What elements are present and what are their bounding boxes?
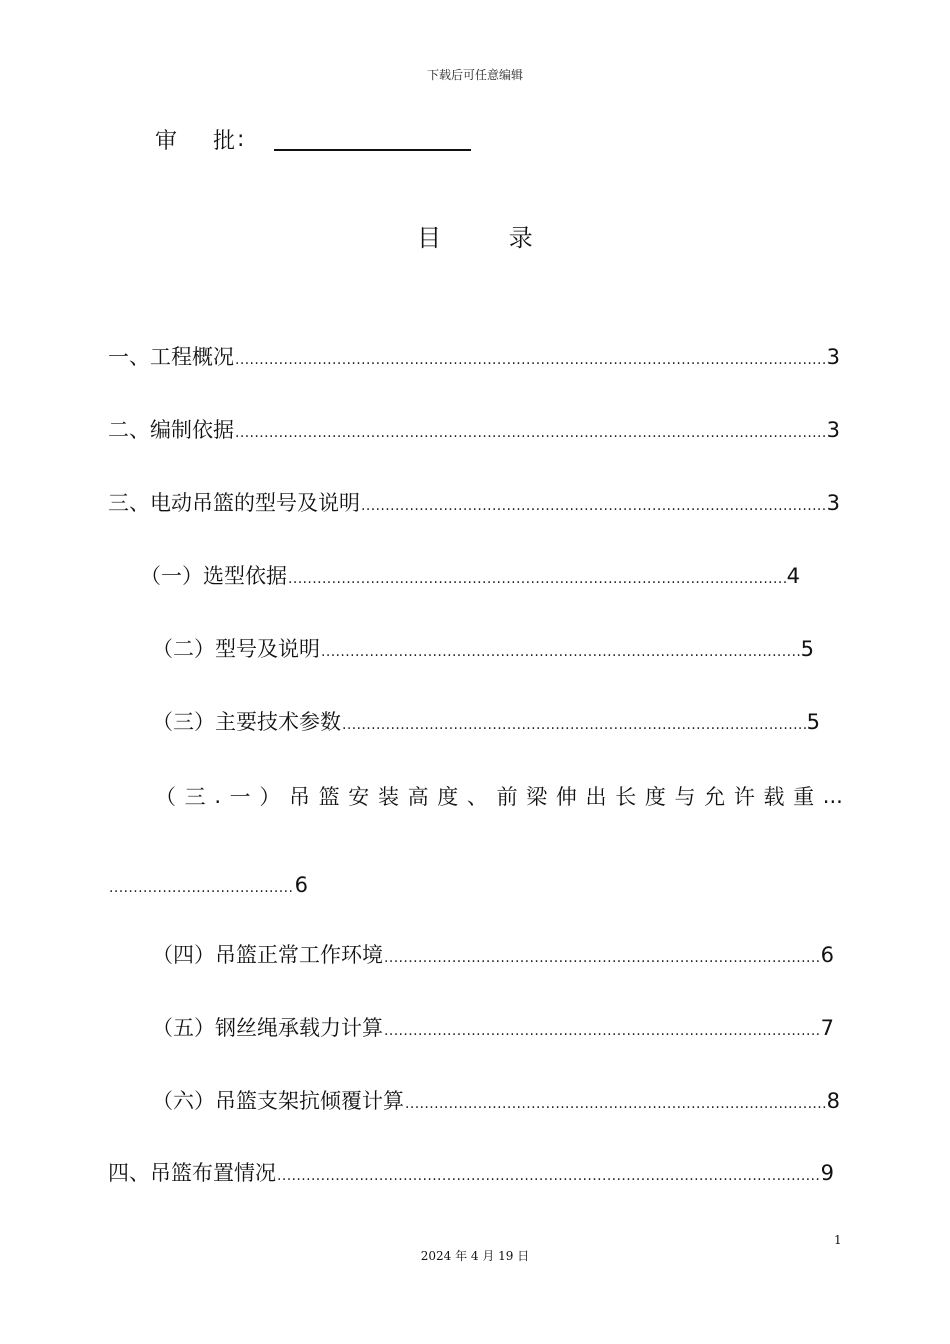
- toc-entry-page: 6: [294, 873, 308, 897]
- toc-char: ...: [822, 784, 843, 808]
- toc-char: 许: [733, 785, 755, 809]
- toc-char: .: [214, 784, 221, 808]
- signature-line: [274, 149, 471, 151]
- toc-leader-dots: [235, 418, 826, 448]
- toc-char: 度: [644, 785, 666, 809]
- toc-char: 安: [348, 785, 370, 809]
- page-number: 1: [834, 1233, 842, 1247]
- page-header-note: 下载后可任意编辑: [426, 68, 523, 82]
- toc-char: 度: [437, 785, 459, 809]
- approval-label-2: 批: [213, 129, 238, 154]
- toc-leader-dots: [235, 345, 826, 375]
- toc-entry-label: （三）主要技术参数: [152, 710, 341, 734]
- toc-entry-label: （六）吊篮支架抗倾覆计算: [152, 1089, 404, 1113]
- toc-leader-dots: [342, 710, 806, 740]
- toc-entry[interactable]: [108, 415, 840, 445]
- toc-entry[interactable]: [152, 1086, 840, 1116]
- toc-entry[interactable]: [108, 342, 840, 372]
- toc-char: 与: [674, 785, 696, 809]
- toc-entry[interactable]: [108, 488, 840, 518]
- toc-entry-page: 9: [820, 1161, 834, 1185]
- toc-entry[interactable]: [152, 634, 814, 664]
- toc-entry-label: （五）钢丝绳承载力计算: [152, 1016, 383, 1040]
- toc-char: 允: [704, 785, 726, 809]
- toc-char: 高: [407, 785, 429, 809]
- approval-label-1: 审: [155, 129, 180, 154]
- toc-char: （: [155, 785, 176, 809]
- toc-char: ）: [259, 785, 281, 809]
- toc-entry-page: 4: [786, 564, 800, 588]
- toc-entry-label: （四）吊篮正常工作环境: [152, 943, 383, 967]
- toc-char: 三: [184, 785, 206, 809]
- approval-colon: :: [237, 127, 247, 152]
- toc-char: 装: [377, 785, 399, 809]
- footer-date: 2024 年 4 月 19 日: [420, 1249, 530, 1263]
- toc-entry-page: 5: [800, 637, 814, 661]
- toc-leader-dots: [384, 943, 820, 973]
- toc-char: 、: [466, 785, 488, 809]
- toc-entry-label: （一）选型依据: [140, 564, 287, 588]
- toc-char: 梁: [526, 785, 548, 809]
- toc-char: 吊: [288, 785, 310, 809]
- toc-char: 长: [615, 785, 637, 809]
- toc-entry-page: 7: [820, 1016, 834, 1040]
- toc-entry-page: 8: [826, 1089, 840, 1113]
- toc-entry[interactable]: [152, 707, 820, 737]
- toc-leader-dots: [405, 1089, 826, 1119]
- toc-entry-label: （二）型号及说明: [152, 637, 320, 661]
- toc-char: 伸: [555, 785, 577, 809]
- toc-entry-page: 6: [820, 943, 834, 967]
- toc-entry-continuation[interactable]: [108, 870, 308, 900]
- toc-entry-page: 3: [826, 491, 840, 515]
- toc-entry-page: 3: [826, 345, 840, 369]
- toc-entry-page: 5: [806, 710, 820, 734]
- toc-leader-dots: [321, 637, 800, 667]
- toc-entry[interactable]: [108, 1158, 834, 1188]
- toc-leader-dots: [288, 564, 786, 594]
- toc-leader-dots: [384, 1016, 820, 1046]
- approval-field: [155, 124, 246, 155]
- toc-entry-label: 二、编制依据: [108, 418, 234, 442]
- toc-char: 一: [229, 785, 251, 809]
- toc-char: 篮: [318, 785, 340, 809]
- toc-char: 出: [585, 785, 607, 809]
- toc-leader-dots: [277, 1161, 820, 1191]
- toc-entry-label: 三、电动吊篮的型号及说明: [108, 491, 360, 515]
- toc-entry-label: 四、吊篮布置情况: [108, 1161, 276, 1185]
- toc-entry[interactable]: [140, 561, 800, 591]
- toc-char: 载: [763, 785, 785, 809]
- toc-leader-dots: [109, 873, 294, 903]
- toc-title: 目 录: [417, 224, 563, 252]
- toc-entry-long[interactable]: [155, 780, 843, 812]
- toc-char: 前: [496, 785, 518, 809]
- toc-entry[interactable]: [152, 1013, 834, 1043]
- toc-entry-label: 一、工程概况: [108, 345, 234, 369]
- toc-entry[interactable]: [152, 940, 834, 970]
- toc-entry-page: 3: [826, 418, 840, 442]
- toc-leader-dots: [361, 491, 826, 521]
- toc-char: 重: [793, 785, 815, 809]
